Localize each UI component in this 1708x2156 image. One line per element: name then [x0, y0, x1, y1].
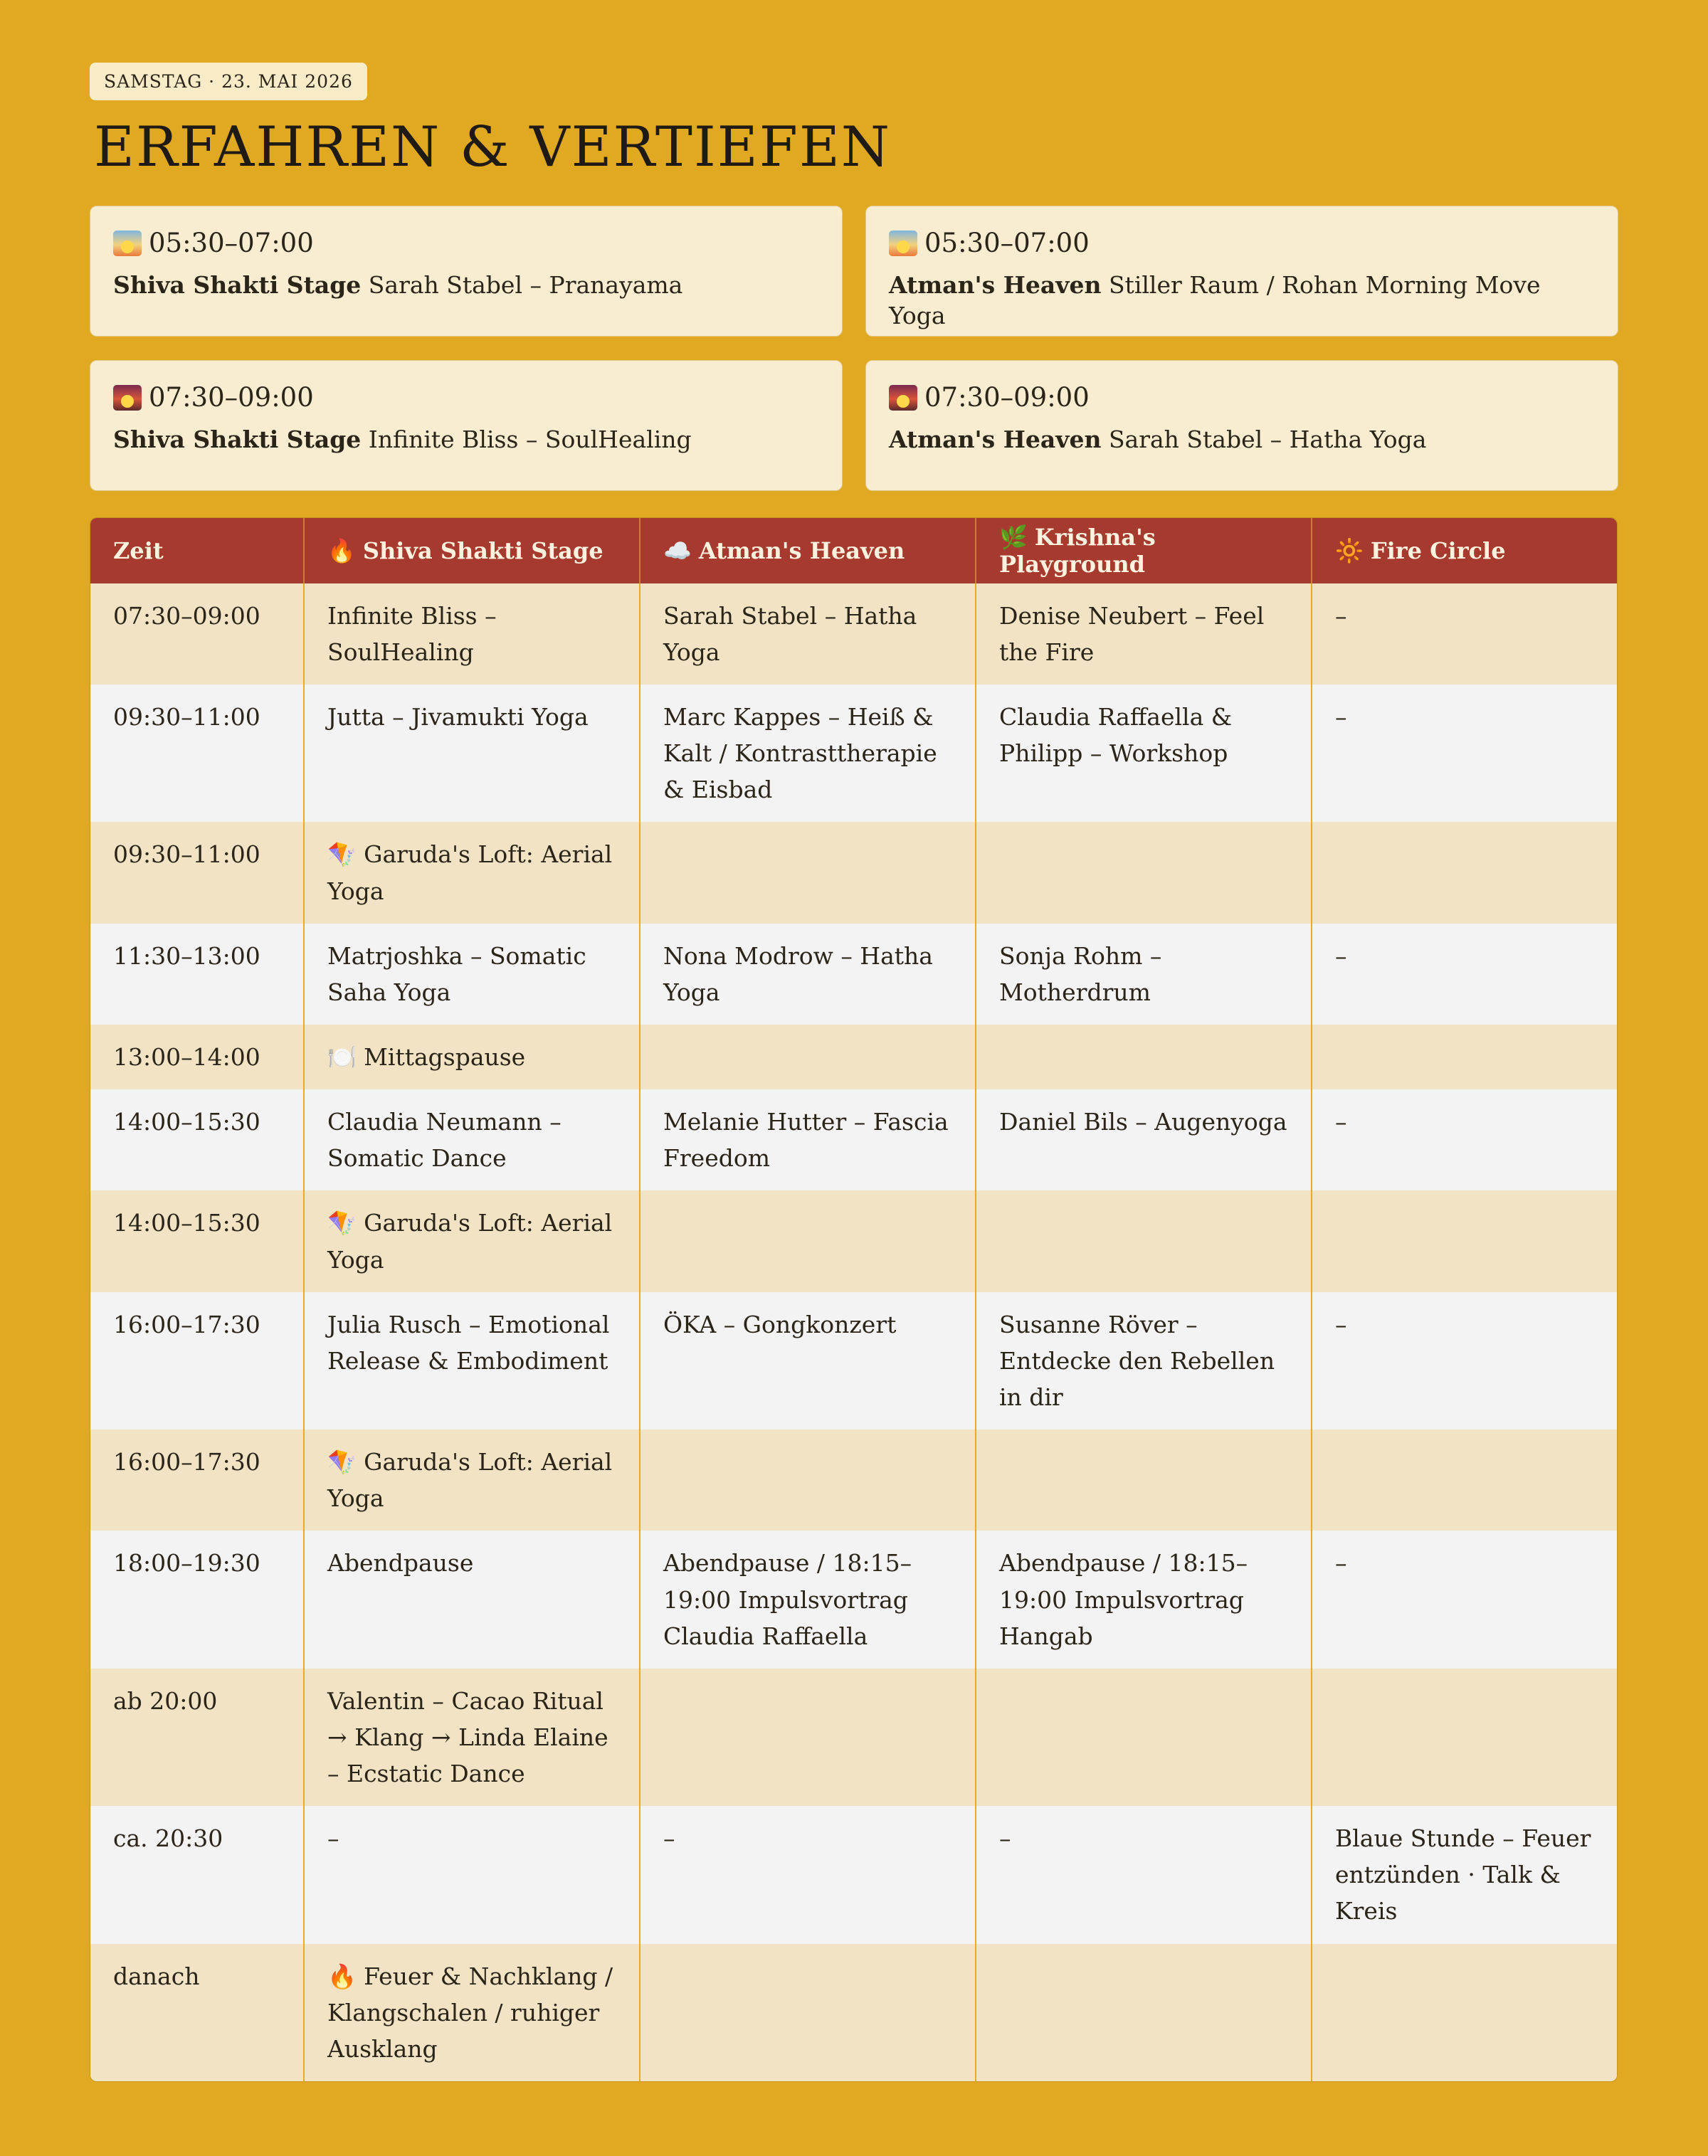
column-header-label: Shiva Shakti Stage [362, 537, 603, 564]
cell-text: Marc Kappes – Heiß & Kalt / Kontrasttherapie & Eisbad [663, 702, 937, 804]
cell-text: Denise Neubert – Feel the Fire [999, 601, 1265, 666]
schedule-cell [640, 924, 976, 1025]
schedule-cell [1312, 1190, 1617, 1291]
card-time: 05:30–07:00 [924, 227, 1090, 258]
column-header-label: Atman's Heaven [698, 537, 905, 564]
cell-text: Julia Rusch – Emotional Release & Embodiment [327, 1310, 610, 1375]
column-header [640, 518, 976, 583]
schedule-cell [640, 1190, 976, 1291]
time-cell: 18:00–19:30 [90, 1531, 304, 1668]
table-row [90, 685, 1617, 822]
schedule-cell [976, 1292, 1312, 1430]
schedule-cell [1312, 822, 1617, 923]
column-header [304, 518, 640, 583]
table-row [90, 1669, 1617, 1806]
sunrise-icon [889, 231, 917, 256]
schedule-cell [1312, 1292, 1617, 1430]
cloud-icon: ☁️ [663, 537, 692, 564]
kite-icon: 🪁 [327, 1448, 357, 1476]
time-cell: 09:30–11:00 [90, 822, 304, 923]
schedule-cell [976, 685, 1312, 822]
schedule-cell [304, 1292, 640, 1430]
schedule-cell [640, 583, 976, 685]
column-header-label: Zeit [113, 537, 164, 564]
cell-text: Abendpause / 18:15–19:00 Impulsvortrag Hangab [999, 1549, 1248, 1650]
schedule-cell [1312, 1430, 1617, 1531]
schedule-cell [1312, 924, 1617, 1025]
column-header [90, 518, 304, 583]
cell-text: Matrjoshka – Somatic Saha Yoga [327, 941, 586, 1006]
table-body [90, 583, 1617, 2081]
sun-icon: 🔆 [1335, 537, 1364, 564]
time-cell: 14:00–15:30 [90, 1089, 304, 1190]
schedule-cell [640, 822, 976, 923]
table-row [90, 1944, 1617, 2081]
table-row [90, 583, 1617, 685]
time-cell: danach [90, 1944, 304, 2081]
cell-text: Abendpause [327, 1549, 474, 1578]
table-row [90, 1806, 1617, 1943]
schedule-cell [976, 822, 1312, 923]
cell-text: – [1335, 1549, 1347, 1578]
table-row [90, 822, 1617, 923]
schedule-cell [976, 1089, 1312, 1190]
schedule-table [90, 518, 1617, 2081]
highlight-card[interactable] [865, 206, 1618, 337]
time-cell: 07:30–09:00 [90, 583, 304, 685]
highlight-card[interactable] [865, 360, 1618, 491]
leaf-icon: 🌿 [999, 523, 1028, 551]
cell-text: Abendpause / 18:15–19:00 Impulsvortrag Claudia Raffaella [663, 1549, 912, 1650]
schedule-cell [1312, 685, 1617, 822]
cell-text: Infinite Bliss – SoulHealing [327, 601, 497, 666]
schedule-cell [304, 1430, 640, 1531]
cell-text: Garuda's Loft: Aerial Yoga [327, 1209, 613, 1274]
cell-text: Blaue Stunde – Feuer entzünden · Talk & Kreis [1335, 1824, 1591, 1925]
table-row [90, 924, 1617, 1025]
date-badge: SAMSTAG · 23. MAI 2026 [90, 63, 367, 100]
cell-text: – [1335, 1108, 1347, 1136]
table-row [90, 1089, 1617, 1190]
schedule-cell [304, 1025, 640, 1089]
cell-text: – [663, 1824, 675, 1853]
cell-text: Feuer & Nachklang / Klangschalen / ruhiger Ausklang [327, 1962, 613, 2063]
time-cell: ca. 20:30 [90, 1806, 304, 1943]
fire-icon: 🔥 [327, 537, 356, 564]
card-time: 07:30–09:00 [924, 381, 1090, 413]
card-venue: Atman's Heaven [889, 271, 1102, 300]
plate-icon: 🍽️ [327, 1042, 357, 1071]
schedule-cell [976, 1806, 1312, 1943]
schedule-cell [640, 1806, 976, 1943]
card-text: Sarah Stabel – Pranayama [368, 271, 683, 300]
cell-text: Jutta – Jivamukti Yoga [327, 702, 589, 731]
cell-text: Valentin – Cacao Ritual → Klang → Linda Elaine – Ecstatic Dance [327, 1686, 608, 1788]
cell-text: Claudia Neumann – Somatic Dance [327, 1108, 562, 1173]
schedule-cell [304, 1190, 640, 1291]
schedule-cell [640, 1089, 976, 1190]
fire-icon: 🔥 [327, 1962, 357, 1990]
sunset-icon [889, 385, 917, 411]
schedule-cell [640, 1531, 976, 1668]
table-row [90, 1025, 1617, 1089]
table-row [90, 1531, 1617, 1668]
schedule-cell [1312, 1669, 1617, 1806]
time-cell: 16:00–17:30 [90, 1292, 304, 1430]
cell-text: Nona Modrow – Hatha Yoga [663, 941, 933, 1006]
column-header [976, 518, 1312, 583]
kite-icon: 🪁 [327, 1209, 357, 1237]
cell-text: Sonja Rohm – Motherdrum [999, 941, 1162, 1006]
schedule-cell [640, 685, 976, 822]
schedule-cell [976, 1944, 1312, 2081]
cell-text: Garuda's Loft: Aerial Yoga [327, 840, 613, 905]
cell-text: – [1335, 941, 1347, 970]
time-cell: 14:00–15:30 [90, 1190, 304, 1291]
schedule-cell [640, 1025, 976, 1089]
cell-text: – [1335, 702, 1347, 731]
card-venue: Atman's Heaven [889, 426, 1102, 454]
schedule-cell [976, 1669, 1312, 1806]
schedule-cell [304, 583, 640, 685]
cell-text: ÖKA – Gongkonzert [663, 1310, 897, 1338]
time-cell: 09:30–11:00 [90, 685, 304, 822]
cell-text: – [999, 1824, 1011, 1853]
card-text: Stiller Raum / Rohan Morning Move Yoga [889, 271, 1541, 329]
card-venue: Shiva Shakti Stage [113, 271, 362, 300]
table-row [90, 1430, 1617, 1531]
schedule-cell [976, 583, 1312, 685]
schedule-cell [976, 1430, 1312, 1531]
schedule-cell [976, 1025, 1312, 1089]
card-text: Sarah Stabel – Hatha Yoga [1108, 426, 1427, 454]
table-row [90, 1190, 1617, 1291]
schedule-cell [1312, 1089, 1617, 1190]
kite-icon: 🪁 [327, 840, 357, 869]
schedule-cell [1312, 583, 1617, 685]
schedule-cell [304, 1089, 640, 1190]
schedule-cell [304, 1531, 640, 1668]
cell-text: Sarah Stabel – Hatha Yoga [663, 601, 917, 666]
time-cell: 13:00–14:00 [90, 1025, 304, 1089]
column-header-label: Fire Circle [1370, 537, 1506, 564]
cell-text: Mittagspause [364, 1042, 526, 1071]
schedule-cell [640, 1292, 976, 1430]
card-text: Infinite Bliss – SoulHealing [368, 426, 692, 454]
cell-text: – [1335, 601, 1347, 630]
time-cell: ab 20:00 [90, 1669, 304, 1806]
column-header-label: Krishna's Playground [999, 523, 1156, 578]
time-cell: 11:30–13:00 [90, 924, 304, 1025]
schedule-cell [304, 924, 640, 1025]
schedule-cell [640, 1944, 976, 2081]
column-header [1312, 518, 1617, 583]
card-time: 07:30–09:00 [149, 381, 314, 413]
schedule-cell [304, 822, 640, 923]
highlight-card[interactable] [90, 360, 843, 491]
schedule-cell [304, 1669, 640, 1806]
page-title: ERFAHREN & VERTIEFEN [94, 115, 892, 179]
schedule-cell [976, 1190, 1312, 1291]
cell-text: Susanne Röver – Entdecke den Rebellen in dir [999, 1310, 1275, 1411]
schedule-cell [640, 1430, 976, 1531]
highlight-card[interactable] [90, 206, 843, 337]
sunrise-icon [113, 231, 142, 256]
time-cell: 16:00–17:30 [90, 1430, 304, 1531]
schedule-cell [1312, 1531, 1617, 1668]
cell-text: – [1335, 1310, 1347, 1338]
schedule-cell [1312, 1806, 1617, 1943]
schedule-cell [976, 1531, 1312, 1668]
schedule-cell [1312, 1025, 1617, 1089]
table-row [90, 1292, 1617, 1430]
card-time: 05:30–07:00 [149, 227, 314, 258]
highlight-cards [90, 206, 1618, 491]
cell-text: Daniel Bils – Augenyoga [999, 1108, 1287, 1136]
sunset-icon [113, 385, 142, 411]
schedule-cell [304, 1944, 640, 2081]
schedule-table-wrap [90, 517, 1618, 2082]
table-header-row [90, 518, 1617, 583]
cell-text: Claudia Raffaella & Philipp – Workshop [999, 702, 1233, 768]
schedule-cell [304, 1806, 640, 1943]
cell-text: Melanie Hutter – Fascia Freedom [663, 1108, 949, 1173]
schedule-cell [304, 685, 640, 822]
cell-text: Garuda's Loft: Aerial Yoga [327, 1448, 613, 1513]
card-venue: Shiva Shakti Stage [113, 426, 362, 454]
schedule-cell [1312, 1944, 1617, 2081]
schedule-page [90, 63, 1618, 2082]
schedule-cell [640, 1669, 976, 1806]
schedule-cell [976, 924, 1312, 1025]
cell-text: – [327, 1824, 339, 1853]
